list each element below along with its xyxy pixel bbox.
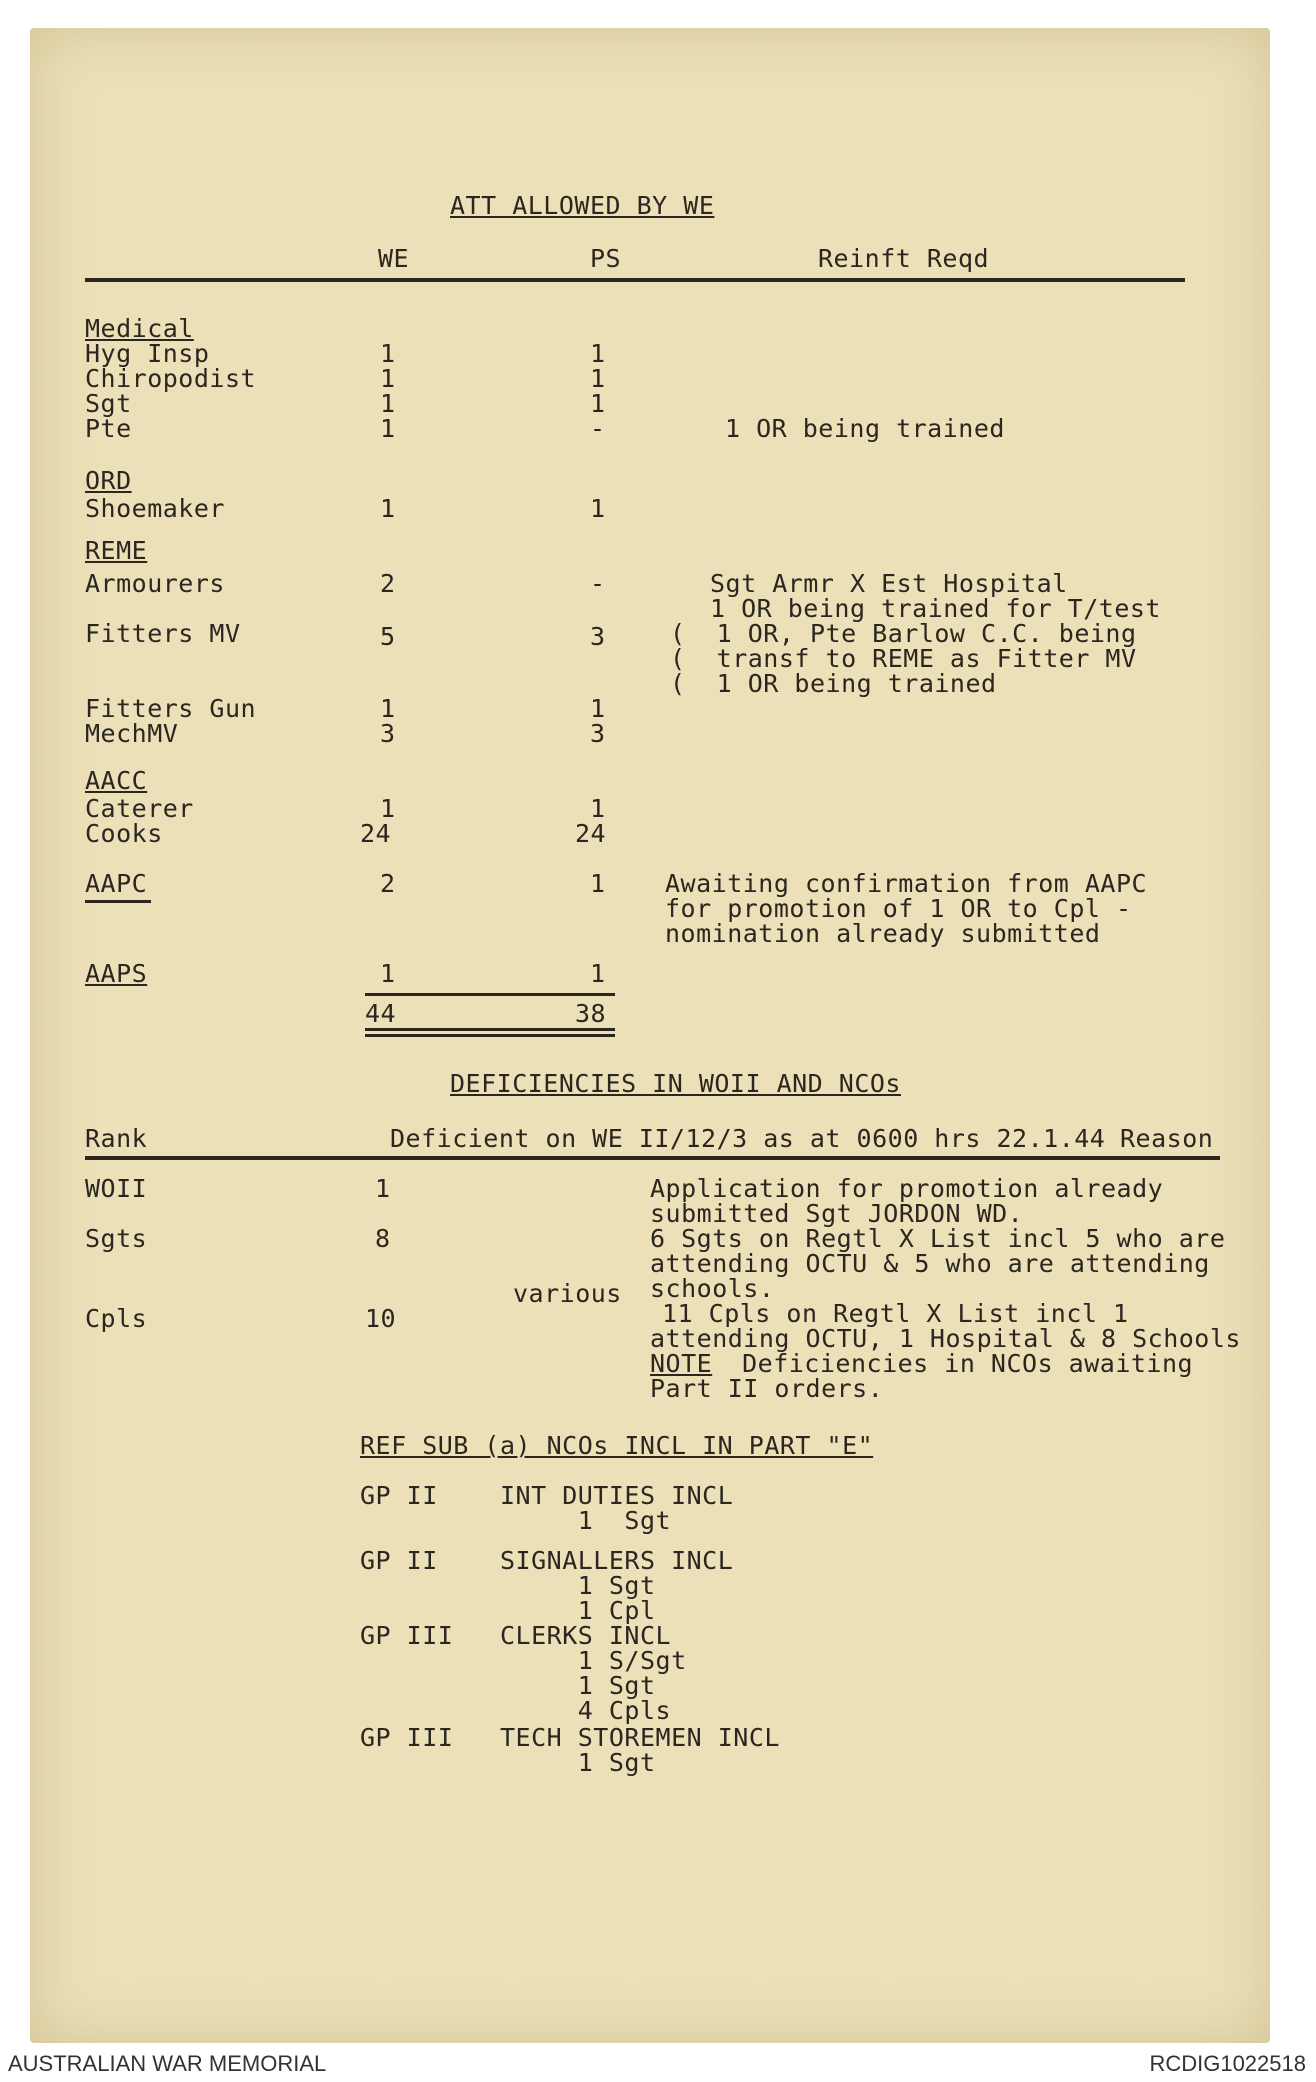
ref-line: 1 Sgt (500, 1748, 656, 1777)
various-label: various (513, 1279, 622, 1308)
note-line: 1 OR being trained for T/test (710, 594, 1161, 623)
ref-title: REF SUB (a) NCOs INCL IN PART "E" (360, 1431, 874, 1460)
note-line: Awaiting confirmation from AAPC (665, 869, 1148, 898)
deficiencies-rule (85, 1156, 1220, 1160)
row-ps: 1 (590, 959, 606, 988)
rank-value: 1 (375, 1174, 391, 1203)
row-we: 1 (380, 694, 396, 723)
section-aacc: AACC (85, 766, 148, 795)
header-ps: PS (590, 244, 622, 273)
row-we: 24 (360, 819, 392, 848)
rank-label: Cpls (85, 1304, 148, 1333)
row-label: Fitters MV (85, 619, 241, 648)
row-we: 1 (380, 959, 396, 988)
note-text: Part II orders. (650, 1374, 884, 1403)
rank-label: WOII (85, 1174, 148, 1203)
reason-line: submitted Sgt JORDON WD. (650, 1199, 1024, 1228)
note-label: NOTE (650, 1349, 713, 1378)
row-ps: 1 (590, 364, 606, 393)
header-we: WE (378, 244, 410, 273)
row-label: MechMV (85, 719, 179, 748)
ref-line: SIGNALLERS INCL (500, 1546, 734, 1575)
note-line: Sgt Armr X Est Hospital (710, 569, 1068, 598)
section-aaps: AAPS (85, 959, 148, 988)
row-we: 1 (380, 494, 396, 523)
row-ps: 1 (590, 794, 606, 823)
aapc-underline (85, 900, 151, 903)
total-we: 44 (365, 999, 397, 1028)
ref-line: CLERKS INCL (500, 1621, 672, 1650)
reason-line: schools. (650, 1274, 775, 1303)
ref-line: 1 Sgt (500, 1506, 672, 1535)
ref-line: 1 Cpl (500, 1596, 656, 1625)
archive-footer (0, 2043, 1316, 2082)
ref-gp: GP II (360, 1546, 438, 1575)
row-label: Chiropodist (85, 364, 257, 393)
total-rule-top (365, 993, 615, 996)
note-line: ( transf to REME as Fitter MV (670, 644, 1137, 673)
section-medical: Medical (85, 314, 194, 343)
ref-gp: GP III (360, 1723, 454, 1752)
reason-line: Application for promotion already (650, 1174, 1164, 1203)
note-line: for promotion of 1 OR to Cpl - (665, 894, 1132, 923)
row-we: 5 (380, 622, 396, 651)
deficiencies-title: DEFICIENCIES IN WOII AND NCOs (450, 1069, 901, 1098)
row-we: 1 (380, 389, 396, 418)
row-ps: 3 (590, 622, 606, 651)
rank-header: Rank (85, 1124, 148, 1153)
reason-line: attending OCTU, 1 Hospital & 8 Schools (650, 1324, 1241, 1353)
row-label: Hyg Insp (85, 339, 210, 368)
row-we: 1 (380, 364, 396, 393)
rank-value: 10 (365, 1304, 397, 1333)
rank-value: 8 (375, 1224, 391, 1253)
ref-line: 4 Cpls (500, 1696, 672, 1725)
ref-line: TECH STOREMEN INCL (500, 1723, 780, 1752)
row-ps: 1 (590, 494, 606, 523)
document-page (30, 28, 1270, 2043)
reason-line: 11 Cpls on Regtl X List incl 1 (662, 1299, 1129, 1328)
row-we: 2 (380, 569, 396, 598)
note-line: ( 1 OR, Pte Barlow C.C. being (670, 619, 1137, 648)
row-we: 3 (380, 719, 396, 748)
deficient-header: Deficient on WE II/12/3 as at 0600 hrs 22.1.44 (390, 1124, 1106, 1153)
row-label: Fitters Gun (85, 694, 257, 723)
row-ps: 1 (590, 694, 606, 723)
row-label: Sgt (85, 389, 132, 418)
row-note: 1 OR being trained (725, 414, 1005, 443)
row-we: 2 (380, 869, 396, 898)
section-aapc: AAPC (85, 869, 148, 898)
total-rule-bottom (365, 1028, 615, 1031)
reason-line: attending OCTU & 5 who are attending (650, 1249, 1210, 1278)
header-rule (85, 278, 1185, 282)
row-ps: 1 (590, 339, 606, 368)
ref-line: 1 Sgt (500, 1571, 656, 1600)
note-text: Deficiencies in NCOs awaiting (711, 1349, 1194, 1378)
row-label: Caterer (85, 794, 194, 823)
total-rule-double (365, 1034, 615, 1037)
row-label: Armourers (85, 569, 225, 598)
row-label: Pte (85, 414, 132, 443)
footer-source: AUSTRALIAN WAR MEMORIAL (8, 2051, 327, 2076)
rank-label: Sgts (85, 1224, 148, 1253)
ref-gp: GP II (360, 1481, 438, 1510)
row-label: Cooks (85, 819, 163, 848)
row-label: Shoemaker (85, 494, 225, 523)
note-line: nomination already submitted (665, 919, 1101, 948)
row-we: 1 (380, 414, 396, 443)
reason-header: Reason (1120, 1124, 1214, 1153)
note-line: ( 1 OR being trained (670, 669, 997, 698)
row-we: 1 (380, 339, 396, 368)
row-ps: 1 (590, 389, 606, 418)
row-we: 1 (380, 794, 396, 823)
reason-line: 6 Sgts on Regtl X List incl 5 who are (650, 1224, 1226, 1253)
row-ps: 3 (590, 719, 606, 748)
page-title: ATT ALLOWED BY WE (450, 191, 715, 220)
section-reme: REME (85, 536, 148, 565)
row-ps: 24 (575, 819, 607, 848)
section-ord: ORD (85, 466, 132, 495)
total-ps: 38 (575, 999, 607, 1028)
ref-gp: GP III (360, 1621, 454, 1650)
row-ps: 1 (590, 869, 606, 898)
header-reinft: Reinft Reqd (818, 244, 990, 273)
row-ps: - (590, 414, 606, 443)
ref-line: INT DUTIES INCL (500, 1481, 734, 1510)
ref-line: 1 S/Sgt (500, 1646, 687, 1675)
row-ps: - (590, 569, 606, 598)
ref-line: 1 Sgt (500, 1671, 656, 1700)
footer-id: RCDIG1022518 (1149, 2051, 1306, 2076)
